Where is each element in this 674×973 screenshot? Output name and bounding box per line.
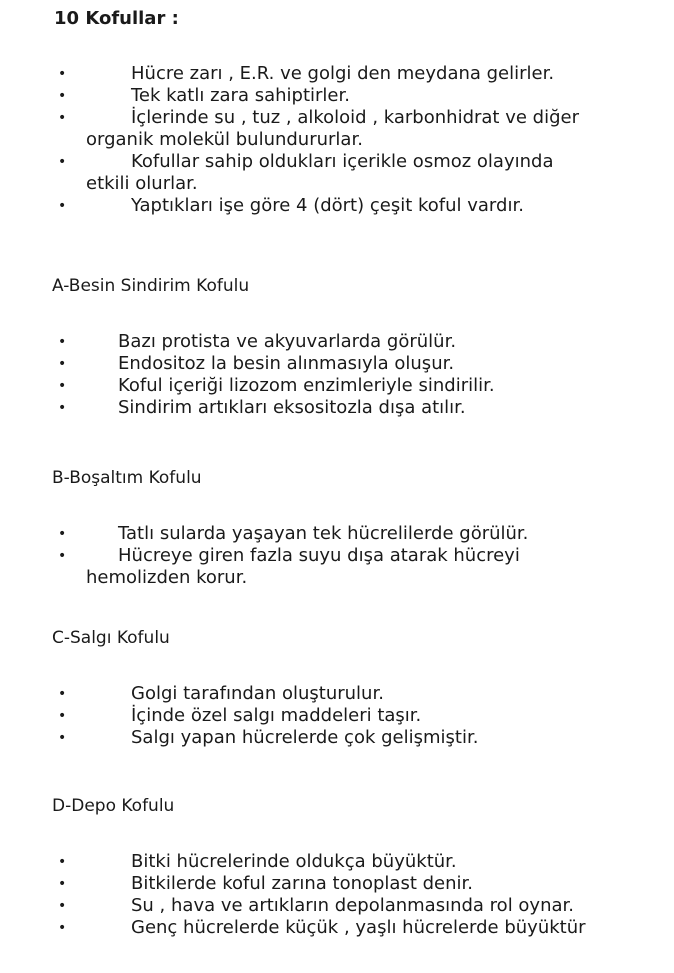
section-heading: D-Depo Kofulu [52,796,175,816]
list-item-text: Salgı yapan hücrelerde çok gelişmiştir. [131,727,479,748]
bullet-icon: • [58,920,67,936]
list-item-text: Genç hücrelerde küçük , yaşlı hücrelerde büyüktür [131,917,586,938]
bullet-icon: • [58,548,67,564]
bullet-icon: • [58,686,67,702]
bullet-icon: • [58,708,67,724]
section-heading: A-Besin Sindirim Kofulu [52,276,250,296]
list-item-text: Su , hava ve artıkların depolanmasında rol oynar. [131,895,574,916]
list-item-text: Hücreye giren fazla suyu dışa atarak hücreyi [118,545,520,566]
bullet-icon: • [58,110,67,126]
bullet-icon: • [58,730,67,746]
bullet-icon: • [58,854,67,870]
list-item-text: Hücre zarı , E.R. ve golgi den meydana gelirler. [131,63,555,84]
bullet-icon: • [58,356,67,372]
list-item-text: Bitki hücrelerinde oldukça büyüktür. [131,851,457,872]
bullet-icon: • [58,400,67,416]
section-heading: B-Boşaltım Kofulu [52,468,202,488]
bullet-icon: • [58,66,67,82]
list-item-text: Bazı protista ve akyuvarlarda görülür. [118,331,457,352]
list-item-text: İçlerinde su , tuz , alkoloid , karbonhidrat ve diğer [131,107,579,128]
list-item-text: İçinde özel salgı maddeleri taşır. [131,705,422,726]
bullet-icon: • [58,88,67,104]
bullet-icon: • [58,876,67,892]
page-title: 10 Kofullar : [54,8,179,29]
list-item-text: Golgi tarafından oluşturulur. [131,683,384,704]
list-item-text: Tek katlı zara sahiptirler. [131,85,350,106]
bullet-icon: • [58,198,67,214]
bullet-icon: • [58,526,67,542]
list-item-text-continued: organik molekül bulundururlar. [86,129,363,150]
bullet-icon: • [58,898,67,914]
list-item-text: Bitkilerde koful zarına tonoplast denir. [131,873,473,894]
list-item-text: Koful içeriği lizozom enzimleriyle sindirilir. [118,375,495,396]
list-item-text: Yaptıkları işe göre 4 (dört) çeşit koful vardır. [131,195,524,216]
section-heading: C-Salgı Kofulu [52,628,170,648]
bullet-icon: • [58,334,67,350]
list-item-text: Kofullar sahip oldukları içerikle osmoz olayında [131,151,554,172]
list-item-text: Tatlı sularda yaşayan tek hücrelilerde görülür. [118,523,529,544]
bullet-icon: • [58,154,67,170]
list-item-text: Sindirim artıkları eksositozla dışa atılır. [118,397,466,418]
list-item-text-continued: hemolizden korur. [86,567,248,588]
bullet-icon: • [58,378,67,394]
list-item-text: Endositoz la besin alınmasıyla oluşur. [118,353,455,374]
list-item-text-continued: etkili olurlar. [86,173,198,194]
